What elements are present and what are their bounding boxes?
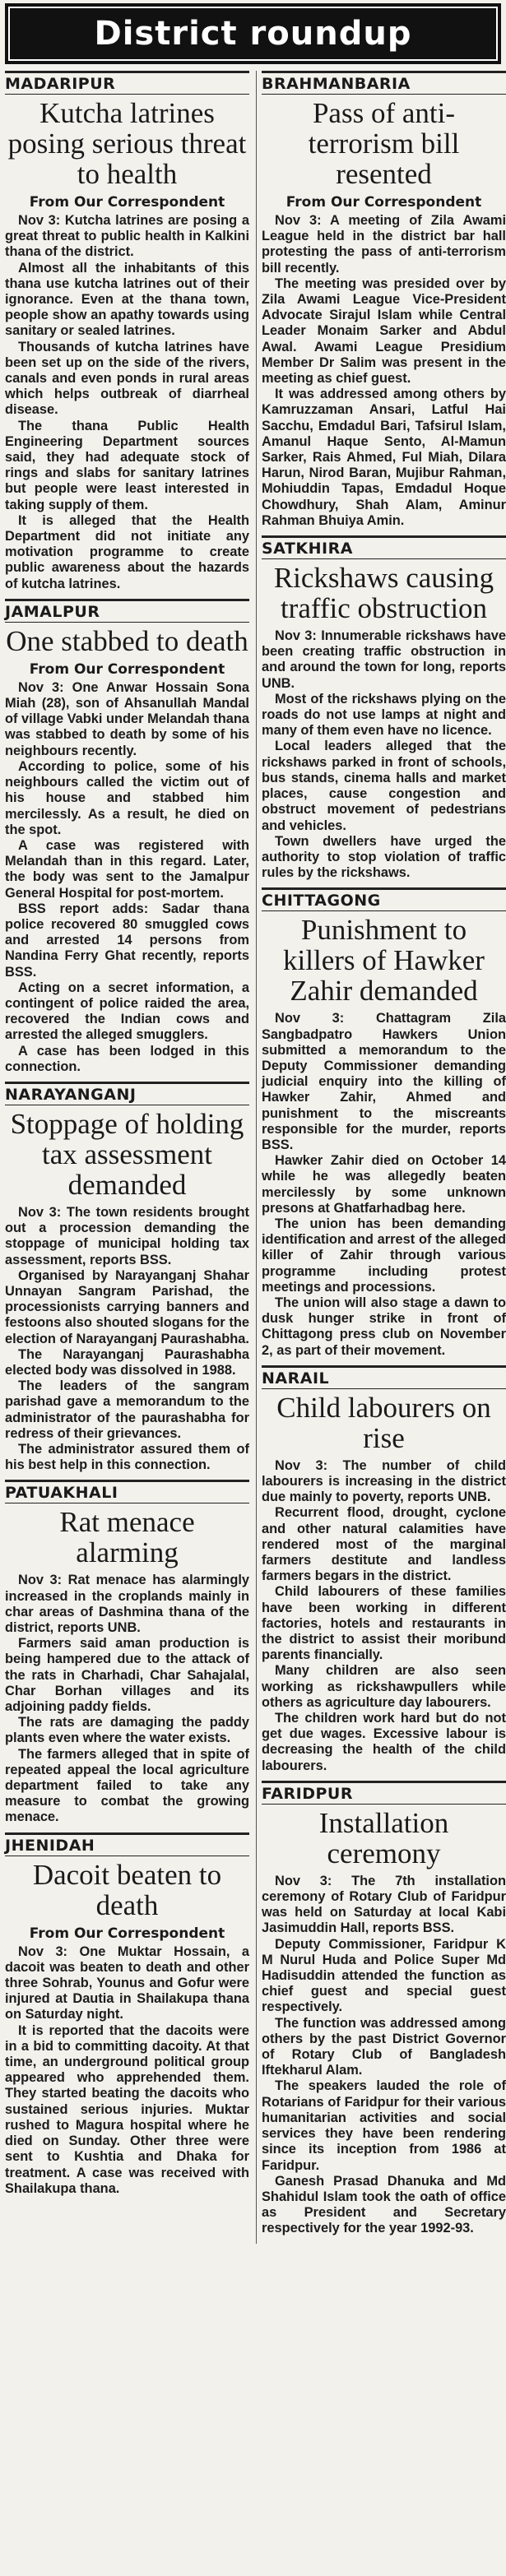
story-paragraph: The speakers lauded the role of Rotarians of Faridpur for their various humanitarian activities and social services they have been rendering since its inception from 1986 at Faridpur. — [262, 2078, 506, 2173]
story-dateline: SATKHIRA — [262, 535, 506, 559]
story-paragraph: Hawker Zahir died on October 14 while he was allegedly beaten mercilessly by some unknown presons at Ghatfarhadbag here. — [262, 1153, 506, 1216]
story-paragraph: BSS report adds: Sadar thana police recovered 80 smuggled cows and arrested 14 persons from Nandina Ferry Ghat recently, reports BSS. — [5, 901, 249, 980]
story-paragraph: Nov 3: Innumerable rickshaws have been creating traffic obstruction in and around the town for long, reports UNB. — [262, 628, 506, 691]
news-story-jamalpur — [5, 599, 249, 1075]
story-byline: From Our Correspondent — [29, 194, 225, 211]
story-paragraph: Local leaders alleged that the rickshaws parked in front of schools, bus stands, cinema halls and market places, cause congestion and obstruct movement of pedestrians and vehicles. — [262, 739, 506, 833]
story-paragraph: Deputy Commissioner, Faridpur K M Nurul Huda and Police Super Md Hadisuddin attended the function as chief guest and special guest respectively. — [262, 1936, 506, 2015]
story-headline: Rickshaws causing traffic obstruction — [273, 562, 494, 625]
columns — [5, 71, 506, 2244]
story-headline: Installation ceremony — [318, 1806, 449, 1869]
story-byline: From Our Correspondent — [285, 194, 482, 211]
news-story-madaripur — [5, 71, 249, 592]
story-paragraph: Nov 3: Rat menace has alarmingly increased in the croplands mainly in char areas of Dashmina thana of the district, reports UNB. — [5, 1573, 249, 1636]
story-paragraph: The leaders of the sangram parishad gave a memorandum to the administrator of the paurashabha for redress of their grievances. — [5, 1378, 249, 1441]
story-paragraph: Organised by Narayanganj Shahar Unnayan Sangram Parishad, the processionists carrying banners and festoons also shouted slogans for the election of Narayanganj Paurashabha. — [5, 1267, 249, 1346]
news-story-chittagong — [262, 887, 506, 1358]
story-paragraph: It is reported that the dacoits were in a bid to committing dacoity. At that time, an underground political group appeared who apprehended them. They started beating the dacoits who sustained serious injuries. Muktar rushed to Magura hospital where he died on Sunday. Other three were sent to Kushtia and Dhaka for treatment. A case was received with Shailakupa thana. — [5, 2022, 249, 2196]
story-paragraph: Nov 3: One Muktar Hossain, a dacoit was beaten to death and other three Sohrab, Younus and Gofur were injured at Dautia in Shailakupa thana on Saturday night. — [5, 1944, 249, 2022]
story-dateline: CHITTAGONG — [262, 887, 506, 911]
story-paragraph: Thousands of kutcha latrines have been set up on the side of the rivers, canals and even ponds in rural areas which helps outbreak of diarrheal disease. — [5, 339, 249, 418]
story-paragraph: Child labourers of these families have been working in different factories, hotels and restaurants in the district to assist their moribund parents financially. — [262, 1584, 506, 1663]
story-paragraph: Town dwellers have urged the authority to stop violation of traffic rules by the rickshaws. — [262, 833, 506, 881]
story-paragraph: Nov 3: Kutcha latrines are posing a great threat to public health in Kalkini thana of the district. — [5, 213, 249, 260]
story-paragraph: The administrator assured them of his best help in this connection. — [5, 1442, 249, 1473]
story-paragraph: Recurrent flood, drought, cyclone and other natural calamities have rendered most of the marginal farmers destitute and landless farmers begars in the district. — [262, 1505, 506, 1584]
story-paragraph: According to police, some of his neighbours called the victim out of his house and stabbed him mercilessly. As a result, he died on the spot. — [5, 758, 249, 837]
story-paragraph: Nov 3: The 7th installation ceremony of Rotary Club of Faridpur was held on Saturday at local Kabi Jasimuddin Hall, reports BSS. — [262, 1873, 506, 1936]
news-story-brahmanbaria — [262, 71, 506, 529]
story-headline: Rat menace alarming — [59, 1506, 195, 1569]
story-paragraph: The rats are damaging the paddy plants even where the water exists. — [5, 1715, 249, 1746]
news-story-patuakhali — [5, 1480, 249, 1825]
news-story-narayanganj — [5, 1082, 249, 1473]
news-story-satkhira — [262, 535, 506, 881]
story-paragraph: Most of the rickshaws plying on the roads do not use lamps at night and many of them even have no licence. — [262, 691, 506, 739]
story-headline: Pass of anti-terrorism bill resented — [308, 97, 460, 190]
story-paragraph: The meeting was presided over by Zila Awami League Vice-President Advocate Sirajul Islam while Central Leader Monaim Sarker and Abdul Awal. Awami League Presidium Member Dr Salim was present in the meeting as chief guest. — [262, 276, 506, 387]
story-paragraph: The thana Public Health Engineering Department sources said, they had adequate stock of rings and slabs for sanitary latrines but people were least interested in taking supply of them. — [5, 418, 249, 512]
story-headline: One stabbed to death — [6, 624, 248, 657]
story-paragraph: Nov 3: The town residents brought out a procession demanding the stoppage of municipal holding tax assessment, reports BSS. — [5, 1204, 249, 1267]
story-paragraph: Nov 3: A meeting of Zila Awami League held in the district bar hall protesting the pass of anti-terrorism bill recently. — [262, 213, 506, 276]
story-paragraph: Nov 3: The number of child labourers is increasing in the district due mainly to poverty, reports UNB. — [262, 1457, 506, 1505]
story-dateline: FARIDPUR — [262, 1781, 506, 1805]
story-paragraph: Acting on a secret information, a contingent of police raided the area, recovered the Indian cows and arrested the alleged smugglers. — [5, 980, 249, 1043]
section-banner: District roundup — [5, 3, 501, 64]
story-paragraph: Many children are also seen working as rickshawpullers while others as agriculture day labourers. — [262, 1663, 506, 1710]
story-dateline: BRAHMANBARIA — [262, 71, 506, 95]
story-paragraph: The Narayanganj Paurashabha elected body was dissolved in 1988. — [5, 1346, 249, 1378]
story-dateline: JHENIDAH — [5, 1832, 249, 1856]
right-column — [256, 71, 506, 2244]
news-story-jhenidah — [5, 1832, 249, 2197]
story-dateline: JAMALPUR — [5, 599, 249, 623]
story-paragraph: A case was registered with Melandah than in this regard. Later, the body was sent to the Jamalpur General Hospital for post-mortem. — [5, 837, 249, 901]
story-paragraph: A case has been lodged in this connection. — [5, 1043, 249, 1074]
story-dateline: NARAIL — [262, 1365, 506, 1389]
news-story-narail — [262, 1365, 506, 1774]
left-column — [5, 71, 249, 2244]
story-paragraph: The function was addressed among others by the past District Governor of Rotary Club of Bangladesh Iftekharul Alam. — [262, 2015, 506, 2078]
story-paragraph: Nov 3: One Anwar Hossain Sona Miah (28), son of Ahsanullah Mandal of village Vabki under Melandah thana was stabbed to death by some of his neighbours recently. — [5, 679, 249, 758]
story-paragraph: Farmers said aman production is being hampered due to the attack of the rats in Charhadi, Char Sahajalal, Char Borhan villages and its adjoining paddy fields. — [5, 1636, 249, 1715]
story-headline: Punishment to killers of Hawker Zahir demanded — [283, 914, 485, 1008]
story-dateline: NARAYANGANJ — [5, 1082, 249, 1105]
story-byline: From Our Correspondent — [29, 660, 225, 678]
story-paragraph: The children work hard but do not get due wages. Excessive labour is decreasing the health of the child labourers. — [262, 1711, 506, 1773]
story-paragraph: The farmers alleged that in spite of repeated appeal the local agriculture department failed to take any measure to combat the growing menace. — [5, 1746, 249, 1825]
story-paragraph: It is alleged that the Health Department did not initiate any motivation programme to create public awareness about the hazards of kutcha latrines. — [5, 512, 249, 591]
story-dateline: MADARIPUR — [5, 71, 249, 95]
story-headline: Stoppage of holding tax assessment demanded — [10, 1107, 244, 1201]
story-paragraph: It was addressed among others by Kamruzzaman Ansari, Latful Hai Sacchu, Emdadul Bari, Tafsirul Islam, Amanul Haque Sento, Al-Mamun Sarker, Rais Ahmed, Ful Miah, Dilara Harun, Nirod Baran, Mujibur Rahman, Mohiuddin Tapas, Emdadul Hoque Chowdhury, Shah Alam, Aminur Rahman Bhuiya Amin. — [262, 387, 506, 528]
story-paragraph: Almost all the inhabitants of this thana use kutcha latrines out of their ignorance. Even at the thana town, people show an apathy towards using sanitary or sealed latrines. — [5, 260, 249, 339]
story-dateline: PATUAKHALI — [5, 1480, 249, 1503]
story-headline: Child labourers on rise — [276, 1391, 491, 1454]
story-paragraph: Nov 3: Chattagram Zila Sangbadpatro Hawkers Union submitted a memorandum to the Deputy Commissioner demanding judicial enquiry into the killing of Hawker Zahir, Ahmed and punishment to the miscreants responsible for the murder, reports BSS. — [262, 1011, 506, 1152]
story-headline: Dacoit beaten to death — [32, 1858, 222, 1921]
news-story-faridpur — [262, 1781, 506, 2237]
story-byline: From Our Correspondent — [29, 1925, 225, 1942]
story-paragraph: Ganesh Prasad Dhanuka and Md Shahidul Islam took the oath of office as President and Secretary respectively for the year 1992-93. — [262, 2173, 506, 2236]
story-paragraph: The union has been demanding identification and arrest of the alleged killer of Zahir through various programme including protest meetings and processions. — [262, 1216, 506, 1295]
story-paragraph: The union will also stage a dawn to dusk hunger strike in front of Chittagong press club on November 2, as part of their movement. — [262, 1295, 506, 1358]
story-headline: Kutcha latrines posing serious threat to health — [7, 97, 247, 190]
